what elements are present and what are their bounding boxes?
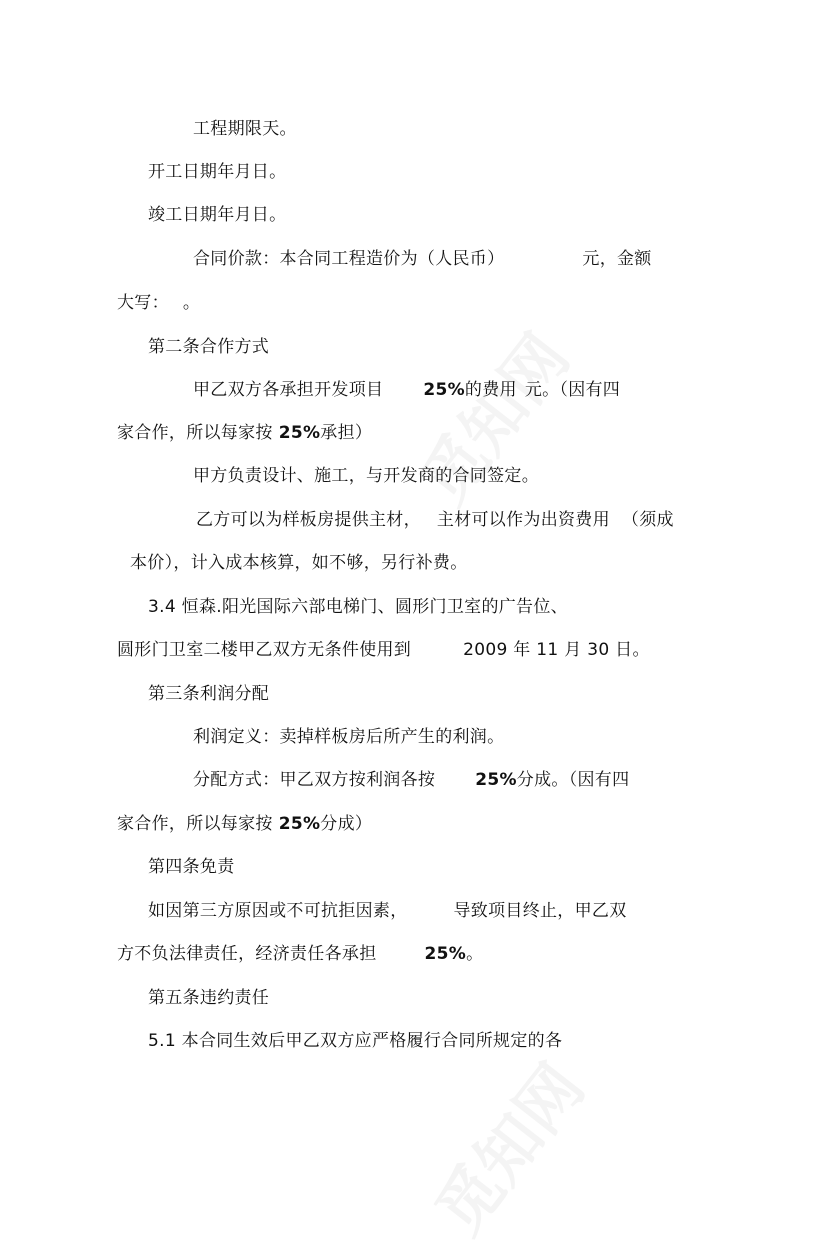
section-4-heading: 第四条免责 [148, 857, 235, 877]
text-line-17: 家合作，所以每家按 25%分成） [117, 814, 373, 834]
text-line-10: 乙方可以为样板房提供主材， 主材可以作为出资费用 （须成 [196, 510, 674, 530]
watermark-bottom [411, 1042, 602, 1250]
text-line-13: 圆形门卫室二楼甲乙双方无条件使用到 2009 年 11 月 30 日。 [117, 640, 650, 660]
text-line-15: 利润定义：卖掉样板房后所产生的利润。 [193, 727, 505, 747]
text-line-9: 甲方负责设计、施工，与开发商的合同签定。 [193, 466, 539, 486]
text-line-7: 甲乙双方各承担开发项目 25%的费用 元。（因有四 [193, 380, 621, 400]
section-2-heading: 第二条合作方式 [148, 337, 270, 357]
text-line-1: 工程期限天。 [193, 119, 297, 139]
text-line-11: 本价），计入成本核算，如不够，另行补费。 [130, 553, 468, 573]
text-line-20: 方不负法律责任，经济责任各承担 25%。 [117, 944, 484, 964]
watermark-top [396, 312, 587, 520]
text-line-22: 5.1 本合同生效后甲乙双方应严格履行合同所规定的各 [148, 1031, 563, 1051]
section-5-heading: 第五条违约责任 [148, 988, 270, 1008]
text-line-12: 3.4 恒森.阳光国际六部电梯门、圆形门卫室的广告位、 [148, 597, 568, 617]
text-line-5: 大写： 。 [117, 293, 201, 313]
text-line-3: 竣工日期年月日。 [148, 205, 287, 225]
text-line-4: 合同价款：本合同工程造价为（人民币） 元，金额 [193, 249, 652, 269]
text-line-16: 分配方式：甲乙双方按利润各按 25%分成。（因有四 [193, 770, 630, 790]
text-line-8: 家合作，所以每家按 25%承担） [117, 423, 373, 443]
section-3-heading: 第三条利润分配 [148, 684, 270, 704]
text-line-19: 如因第三方原因或不可抗拒因素， 导致项目终止，甲乙双 [148, 901, 627, 921]
text-line-2: 开工日期年月日。 [148, 162, 287, 182]
